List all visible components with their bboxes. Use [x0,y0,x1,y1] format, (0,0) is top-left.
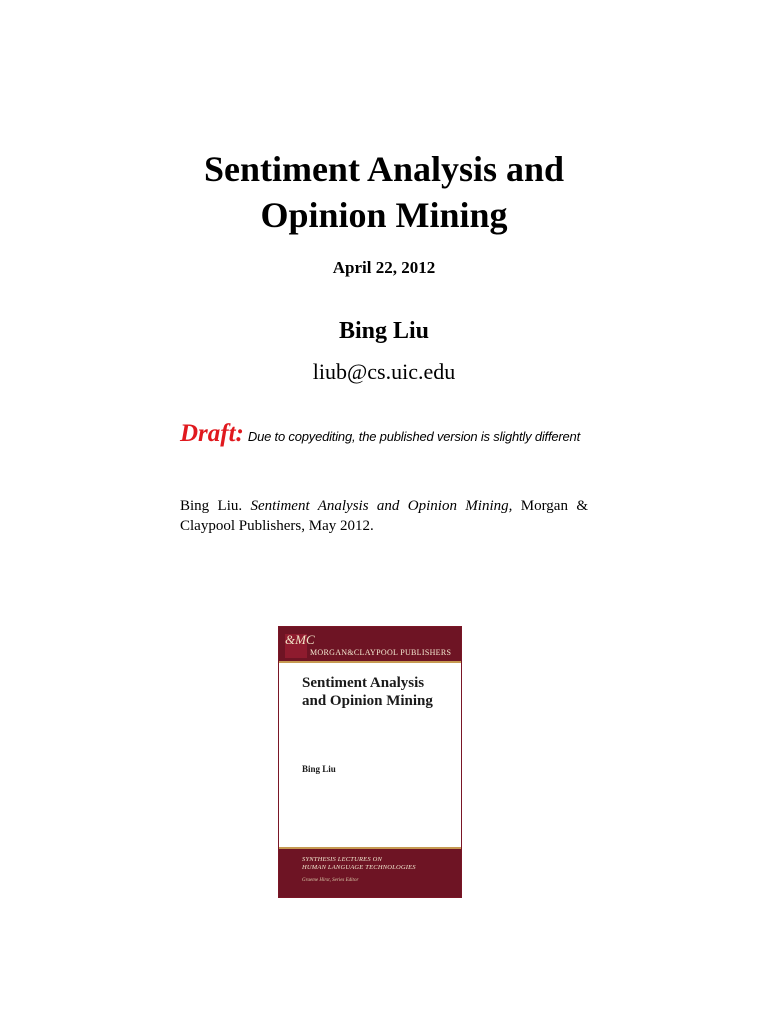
cover-top-band [279,627,461,661]
cover-bottom-band [279,849,461,897]
cover-author: Bing Liu [302,764,336,774]
author-email: liub@cs.uic.edu [312,359,456,384]
draft-note: Due to copyediting, the published version is slightly different [247,429,580,444]
draft-notice [180,420,580,448]
document-date: April 22, 2012 [332,258,436,277]
citation-publisher: Morgan & Claypool Publishers, May 2012. [180,498,588,534]
citation [180,496,588,536]
publisher-logo: &MC [285,634,307,658]
document-title [0,146,768,238]
cover-title-line-2: and Opinion Mining [302,693,433,709]
cover-editor: Graeme Hirst, Series Editor [302,878,359,883]
cover-publisher: MORGAN&CLAYPOOL PUBLISHERS [310,648,452,657]
series-line-1: SYNTHESIS LECTURES ON [302,856,383,863]
book-cover [278,626,462,898]
citation-author: Bing Liu. [180,498,243,514]
citation-title: Sentiment Analysis and Opinion Mining, [250,498,513,514]
draft-label: Draft: [180,420,244,447]
cover-series [302,856,416,872]
title-line-2: Opinion Mining [260,195,508,235]
series-line-2: HUMAN LANGUAGE TECHNOLOGIES [302,864,416,871]
cover-top-rule [279,661,461,663]
author-name: Bing Liu [338,318,430,344]
title-line-1: Sentiment Analysis and [203,149,565,189]
cover-title-line-1: Sentiment Analysis [302,675,425,691]
cover-title [302,674,457,710]
